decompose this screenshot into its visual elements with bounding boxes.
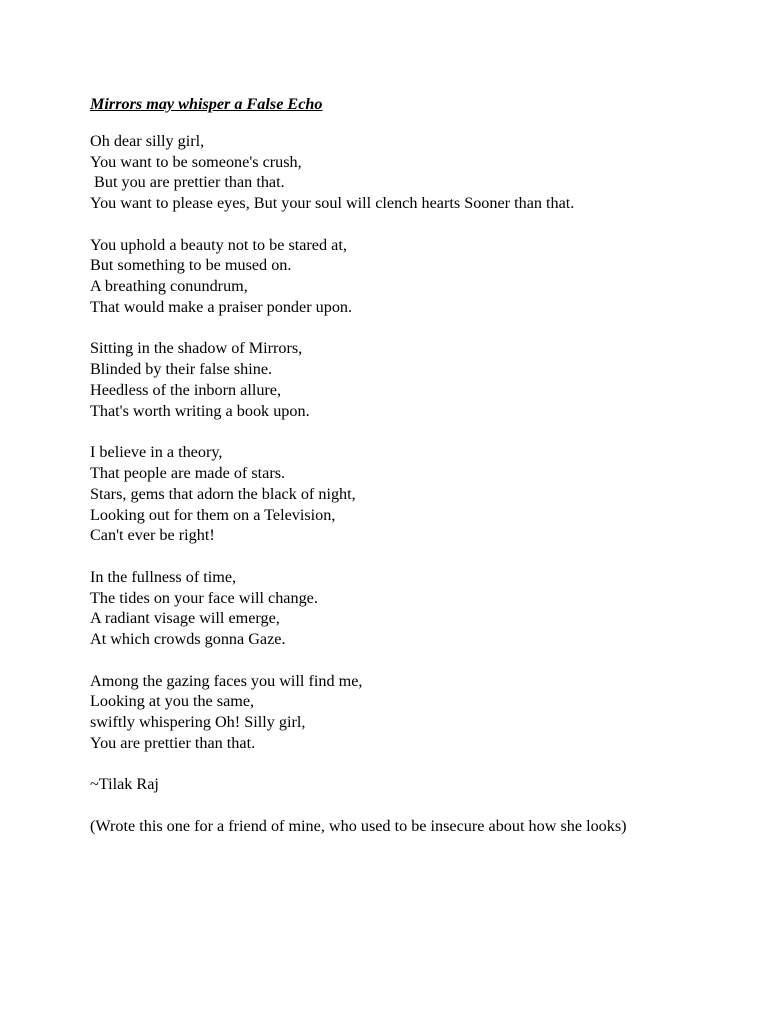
poem-line: swiftly whispering Oh! Silly girl, (90, 713, 306, 732)
poem-line: Looking out for them on a Television, (90, 505, 336, 524)
poem-line: But you are prettier than that. (90, 173, 285, 192)
stanza-5 (90, 567, 750, 650)
poem-line: That would make a praiser ponder upon. (90, 297, 353, 316)
poem-line: Oh dear silly girl, (90, 131, 205, 150)
poem-line: You are prettier than that. (90, 733, 256, 752)
poem-title: Mirrors may whisper a False Echo (90, 95, 323, 113)
poem-line: I believe in a theory, (90, 443, 223, 462)
poem-line: A radiant visage will emerge, (90, 609, 280, 628)
poem-line: In the fullness of time, (90, 567, 237, 586)
poem-body (90, 94, 750, 836)
stanza-6 (90, 671, 750, 754)
poem-line: You want to please eyes, But your soul will clench hearts Sooner than that. (90, 194, 575, 213)
poem-line: You want to be someone's crush, (90, 152, 302, 171)
poem-line: Looking at you the same, (90, 692, 255, 711)
stanza-2 (90, 235, 750, 318)
poem-line: A breathing conundrum, (90, 277, 248, 296)
poem-line: Can't ever be right! (90, 526, 215, 545)
author-note: (Wrote this one for a friend of mine, who used to be insecure about how she looks) (90, 816, 627, 835)
poem-line: But something to be mused on. (90, 256, 292, 275)
poem-line: You uphold a beauty not to be stared at, (90, 235, 347, 254)
poem-author: ~Tilak Raj (90, 775, 159, 794)
stanza-1 (90, 131, 750, 214)
poem-line: At which crowds gonna Gaze. (90, 630, 286, 649)
poem-line: That's worth writing a book upon. (90, 401, 310, 420)
stanza-4 (90, 442, 750, 546)
poem-line: The tides on your face will change. (90, 588, 318, 607)
poem-line: Among the gazing faces you will find me, (90, 671, 363, 690)
poem-line: Heedless of the inborn allure, (90, 380, 282, 399)
poem-line: Blinded by their false shine. (90, 360, 273, 379)
poem-line: That people are made of stars. (90, 463, 286, 482)
poem-line: Stars, gems that adorn the black of night, (90, 484, 356, 503)
poem-line: Sitting in the shadow of Mirrors, (90, 339, 303, 358)
stanza-3 (90, 338, 750, 421)
